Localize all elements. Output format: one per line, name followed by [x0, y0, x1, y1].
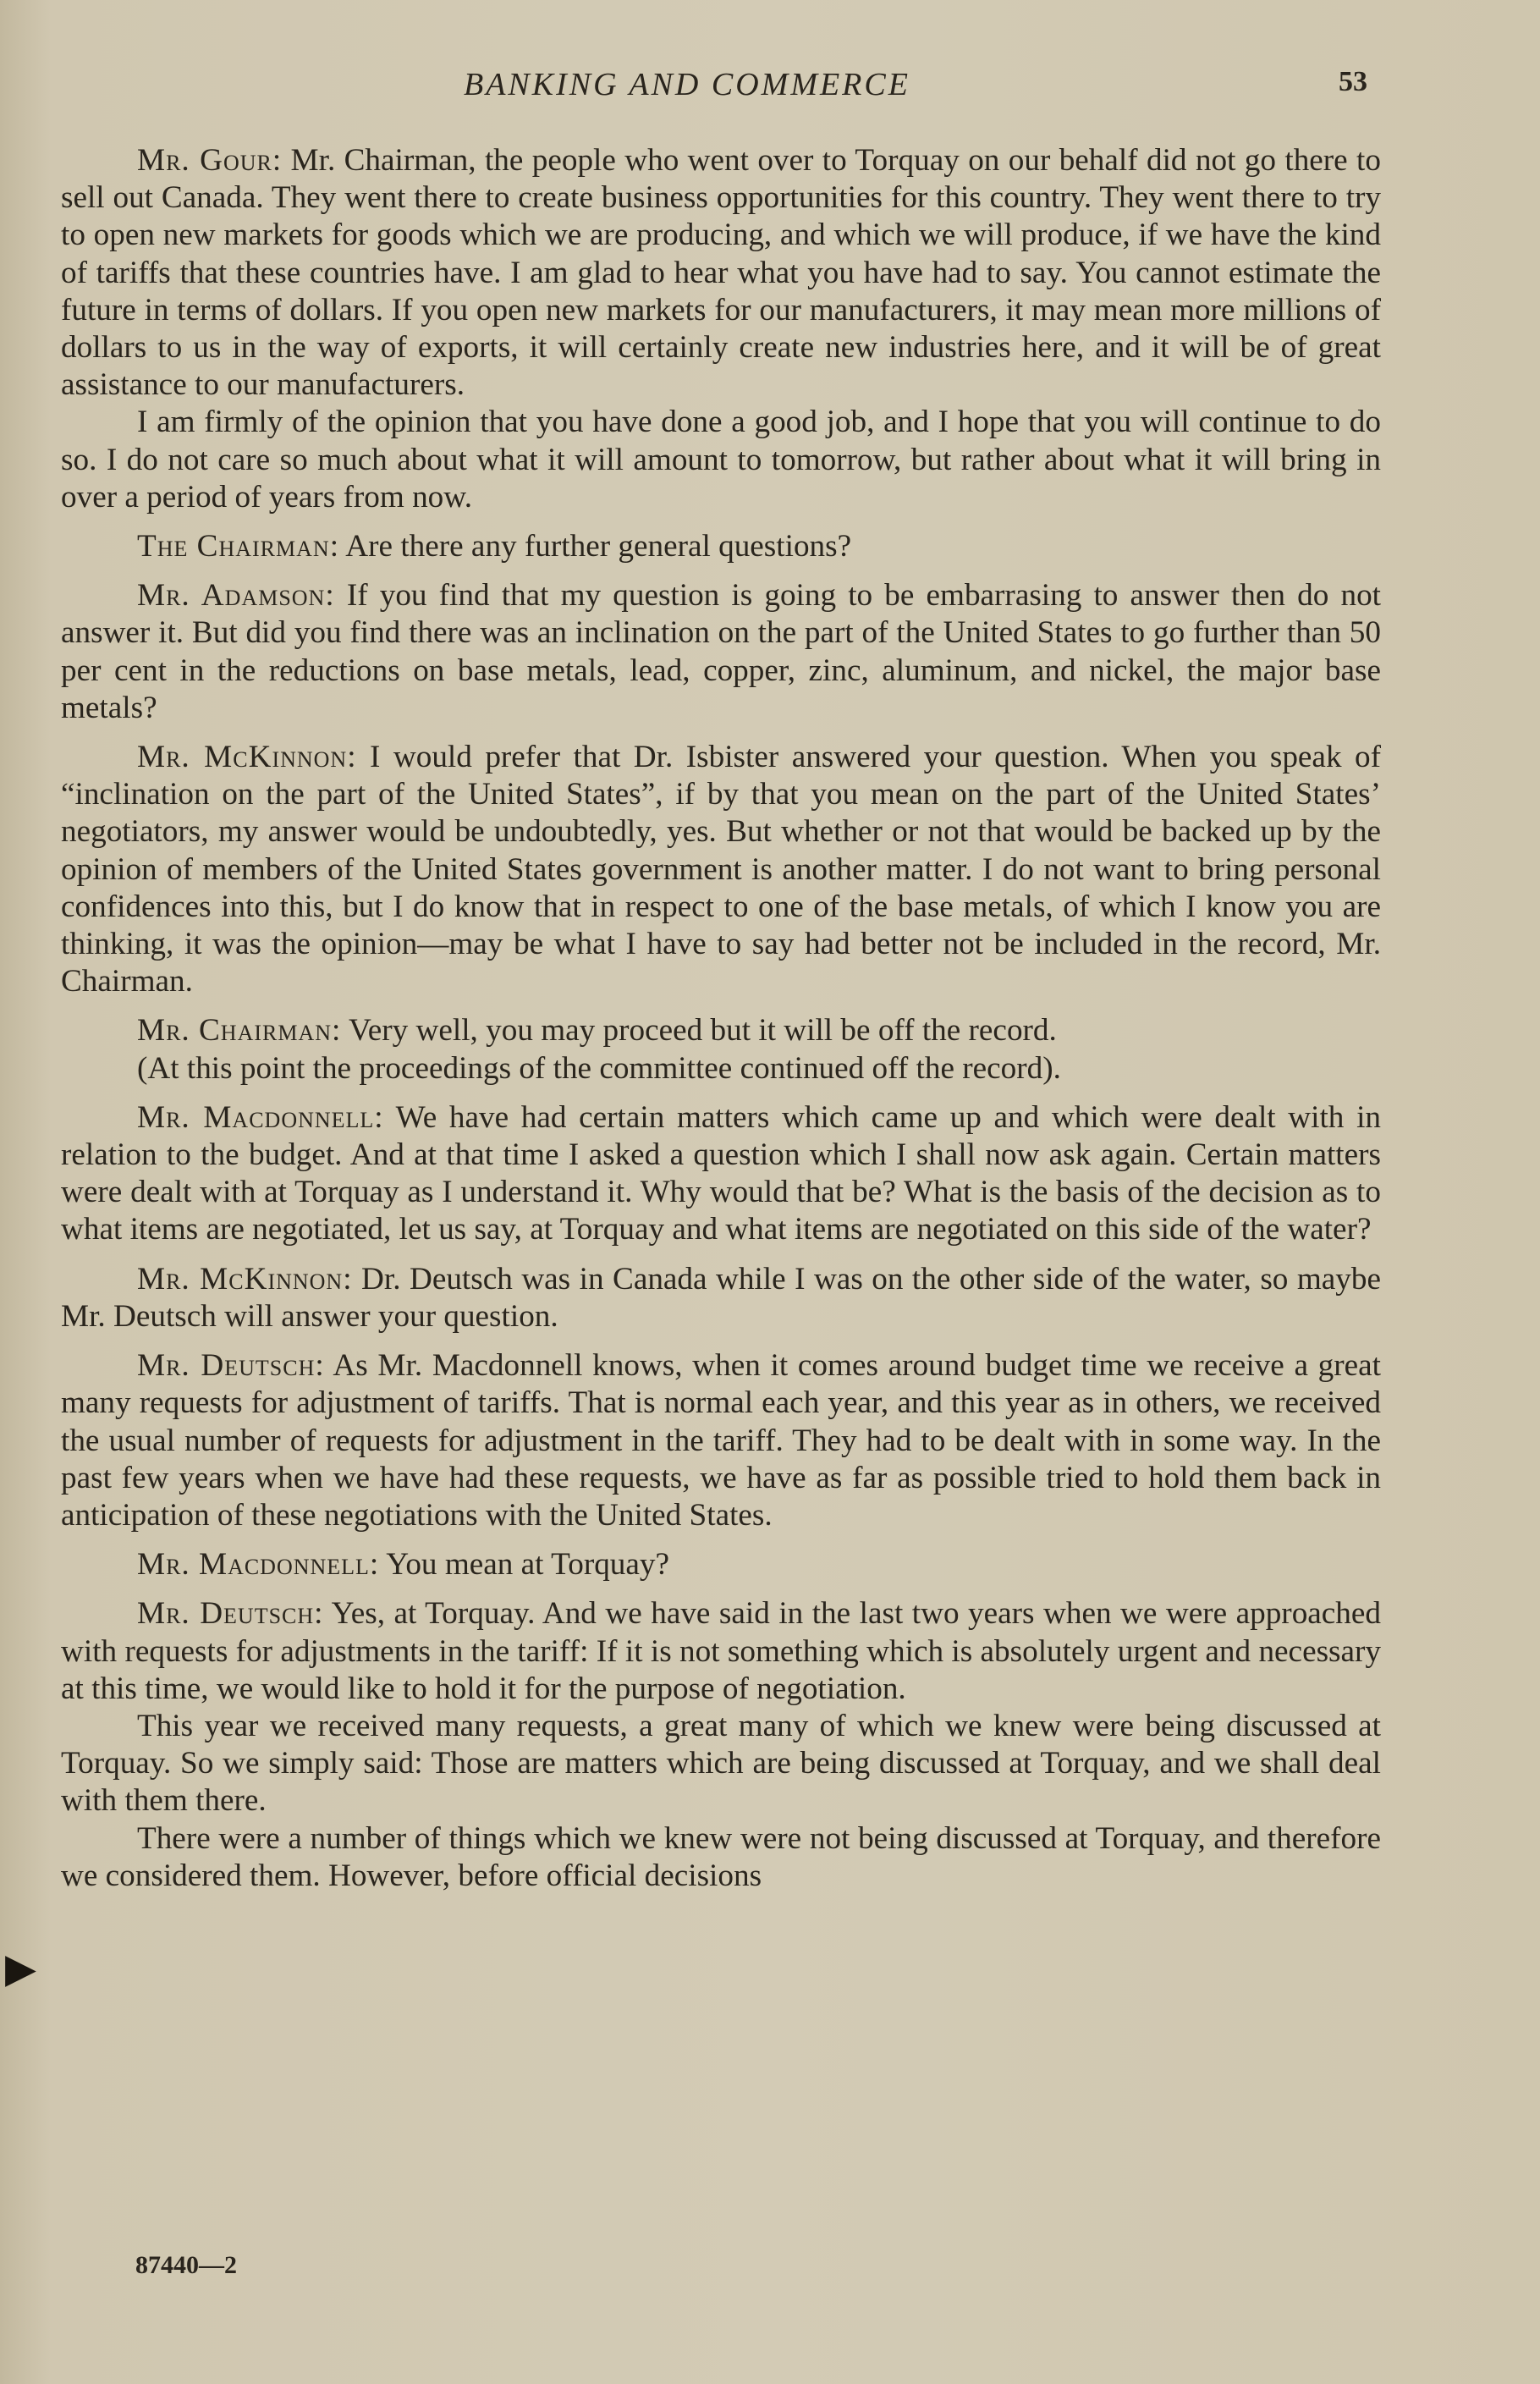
page-number: 53	[1339, 66, 1367, 97]
paragraph	[61, 1099, 1381, 1249]
binding-mark-icon: ▶	[5, 1946, 36, 1991]
paragraph-text: We have had certain matters which came up and which were dealt with in relation to the budget. And at that time I asked a question which I shall now ask again. Certain matters were dealt with at Torquay as I understand it. Why would that be? What is the basis of the decision as to what items are negotiated, let us say, at Torquay and what items are negotiated on this side of the water?	[61, 1099, 1381, 1247]
speaker-label: The Chairman:	[137, 529, 340, 564]
paragraph	[61, 1546, 1381, 1583]
paragraph-text: If you find that my question is going to be embarrasing to answer then do not answer it. But did you find there was an inclination on the part of the United States to go further than 50 per cent in the reductions on base metals, lead, copper, zinc, aluminum, and nickel, the major base metals?	[61, 578, 1381, 725]
signature-mark: 87440—2	[135, 2251, 237, 2279]
paragraph-text: There were a number of things which we knew were not being discussed at Torquay, and therefore we considered them. However, before official decisions	[61, 1820, 1381, 1893]
paragraph	[61, 1347, 1381, 1534]
speaker-label: Mr. Deutsch:	[137, 1348, 325, 1384]
speaker-label: Mr. Gour:	[137, 143, 283, 178]
paragraph	[61, 1595, 1381, 1708]
speaker-label: Mr. Macdonnell:	[137, 1547, 380, 1583]
paragraph-text: Dr. Deutsch was in Canada while I was on the other side of the water, so maybe Mr. Deutsch will answer your question.	[61, 1261, 1381, 1334]
speaker-label: Mr. Deutsch:	[137, 1596, 324, 1632]
paragraph-text: This year we received many requests, a great many of which we knew were being discussed at Torquay. So we simply said: Those are matters which are being discussed at Torquay, and we shall deal with them there.	[61, 1708, 1381, 1819]
speaker-label: Mr. McKinnon:	[137, 1261, 353, 1297]
paragraph	[61, 142, 1381, 404]
paragraph	[61, 404, 1381, 516]
paragraph	[61, 1820, 1381, 1895]
paragraph	[61, 577, 1381, 727]
speaker-label: Mr. Adamson:	[137, 578, 335, 614]
paragraph-text: As Mr. Macdonnell knows, when it comes around budget time we receive a great many requests for adjustment of tariffs. That is normal each year, and this year as in others, we received the usual number of requests for adjustment in the tariff. They had to be dealt with in some way. In the past few years when we have had these requests, we have as far as possible tried to hold them back in anticipation of these negotiations with the United States.	[61, 1348, 1381, 1533]
speaker-label: Mr. Macdonnell:	[137, 1099, 384, 1135]
running-title: BANKING AND COMMERCE	[464, 67, 910, 102]
paragraph-text: I would prefer that Dr. Isbister answered your question. When you speak of “inclination on the part of the United States”, if by that you mean on the part of the United States’ negotiators, my answer would be undoubtedly, yes. But whether or not that would be backed up by the opinion of members of the United States government is another matter. I do not want to bring personal confidences into this, but I do know that in respect to one of the base metals, of which I know you are thinking, it was the opinion—may be what I have to say had better not be included in the record, Mr. Chairman.	[61, 740, 1381, 999]
paragraph	[61, 739, 1381, 1000]
transcript-body	[61, 142, 1381, 1895]
paragraph	[61, 528, 1381, 565]
paragraph-text: (At this point the proceedings of the committee continued off the record).	[137, 1050, 1061, 1086]
paragraph-text: Very well, you may proceed but it will be off the record.	[341, 1013, 1057, 1049]
paragraph-text: Yes, at Torquay. And we have said in the last two years when we were approached with requests for adjustments in the tariff: If it is not something which is absolutely urgent and necessary at this time, we would like to hold it for the purpose of negotiation.	[61, 1596, 1381, 1706]
paragraph	[61, 1708, 1381, 1820]
paragraph	[61, 1050, 1381, 1087]
paragraph-text: Are there any further general questions?	[339, 529, 852, 564]
speaker-label: Mr. Chairman:	[137, 1013, 342, 1049]
page-header	[0, 66, 1540, 117]
paragraph-text: You mean at Torquay?	[379, 1547, 669, 1583]
speaker-label: Mr. McKinnon:	[137, 740, 357, 775]
paragraph-text: I am firmly of the opinion that you have done a good job, and I hope that you will continue to do so. I do not care so much about what it will amount to tomorrow, but rather about what it will bring in over a period of years from now.	[61, 405, 1381, 515]
paragraph-text: Mr. Chairman, the people who went over to Torquay on our behalf did not go there to sell out Canada. They went there to create business opportunities for this country. They went there to try to open new markets for goods which we are producing, and which we will produce, if we have the kind of tariffs that these countries have. I am glad to hear what you have had to say. You cannot estimate the future in terms of dollars. If you open new markets for our manufacturers, it may mean more millions of dollars to us in the way of exports, it will certainly create new industries here, and it will be of great assistance to our manufacturers.	[61, 143, 1381, 403]
paragraph	[61, 1012, 1381, 1049]
paragraph	[61, 1261, 1381, 1335]
